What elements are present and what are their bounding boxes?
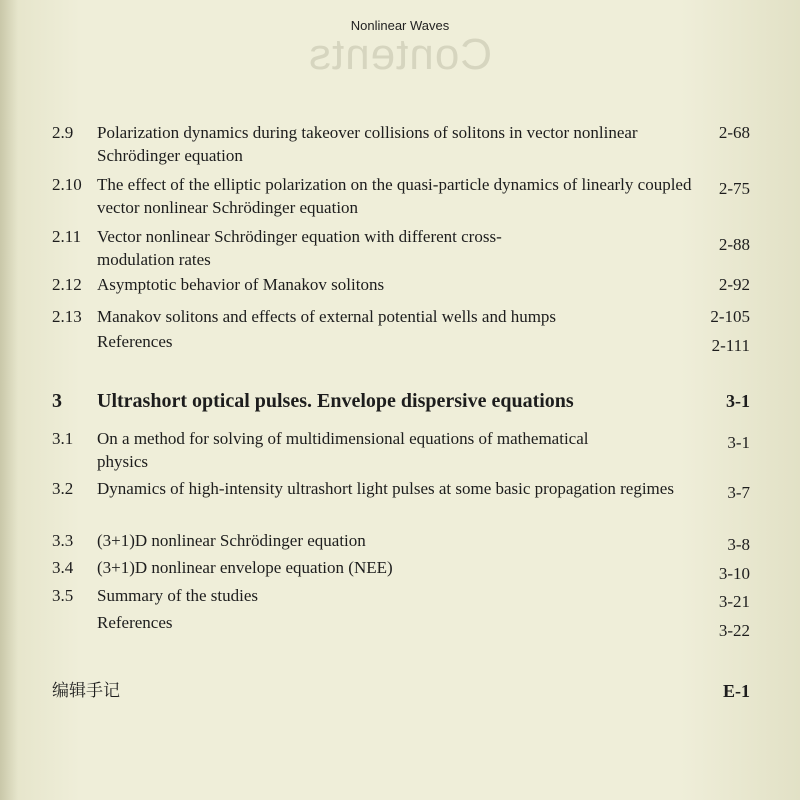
entry-number: 2.11 [52,227,82,246]
entry-number: 3.5 [52,586,74,605]
toc-entry-references [52,611,750,640]
entry-page: 2-75 [718,179,750,198]
toc-entry [52,225,750,271]
entry-page: 2-111 [711,336,750,355]
toc-entry [52,529,750,552]
entry-page: 2-68 [718,123,750,142]
toc-entry-references [52,330,750,353]
entry-number: 编辑手记 [52,681,120,701]
entry-title: Dynamics of high-intensity ultrashort light pulses at some basic propagation regimes [97,479,674,498]
entry-page: 3-10 [718,564,750,583]
spine-shadow [0,0,18,800]
toc-entry [52,477,750,523]
toc-entry [52,273,750,296]
entry-number: 2.10 [52,175,82,194]
chapter-title: Ultrashort optical pulses. Envelope dispersive equations [97,390,574,412]
entry-title: (3+1)D nonlinear Schrödinger equation [97,531,366,550]
toc-entry [52,305,750,328]
entry-page: 3-22 [718,621,750,640]
bleed-through-heading: Contents [308,30,493,79]
toc-entry [52,556,750,583]
entry-title: Vector nonlinear Schrödinger equation with different cross-modulation rates [97,227,502,269]
entry-title: References [97,613,173,632]
entry-page: 2-105 [710,307,750,326]
toc-editor-notes [52,680,750,706]
entry-page: 3-21 [718,592,750,611]
entry-page: 2-92 [718,275,750,294]
entry-page: 3-1 [727,433,750,452]
entry-page: E-1 [723,681,750,701]
entry-number: 3.3 [52,531,74,550]
toc-entry [52,173,750,219]
entry-title: On a method for solving of multidimensional equations of mathematical physics [97,429,589,471]
entry-page: 3-7 [727,483,750,502]
entry-page: 2-88 [718,235,750,254]
entry-number: 3.4 [52,558,74,577]
toc-entry [52,584,750,611]
entry-number: 3.1 [52,429,74,448]
running-head: Nonlinear Waves [350,18,450,33]
entry-title: The effect of the elliptic polarization on the quasi-particle dynamics of linearly coupled vector nonlinear Schrödinger equation [97,175,692,217]
toc-entry [52,121,750,167]
toc-entry [52,427,750,473]
entry-page: 3-8 [727,535,750,554]
entry-number: 3.2 [52,479,74,498]
entry-title: References [97,332,173,351]
chapter-number: 3 [52,390,62,412]
entry-number: 2.13 [52,307,82,326]
entry-title: Summary of the studies [97,586,259,605]
entry-number: 2.12 [52,275,82,294]
entry-title: (3+1)D nonlinear envelope equation (NEE) [97,558,393,577]
entry-number: 2.9 [52,123,74,142]
chapter-page: 3-1 [726,391,750,411]
toc-chapter-heading [52,390,750,416]
entry-title: Polarization dynamics during takeover collisions of solitons in vector nonlinear Schrödinger equation [97,123,638,165]
entry-title: Manakov solitons and effects of external potential wells and humps [97,307,557,326]
entry-title: Asymptotic behavior of Manakov solitons [97,275,385,294]
